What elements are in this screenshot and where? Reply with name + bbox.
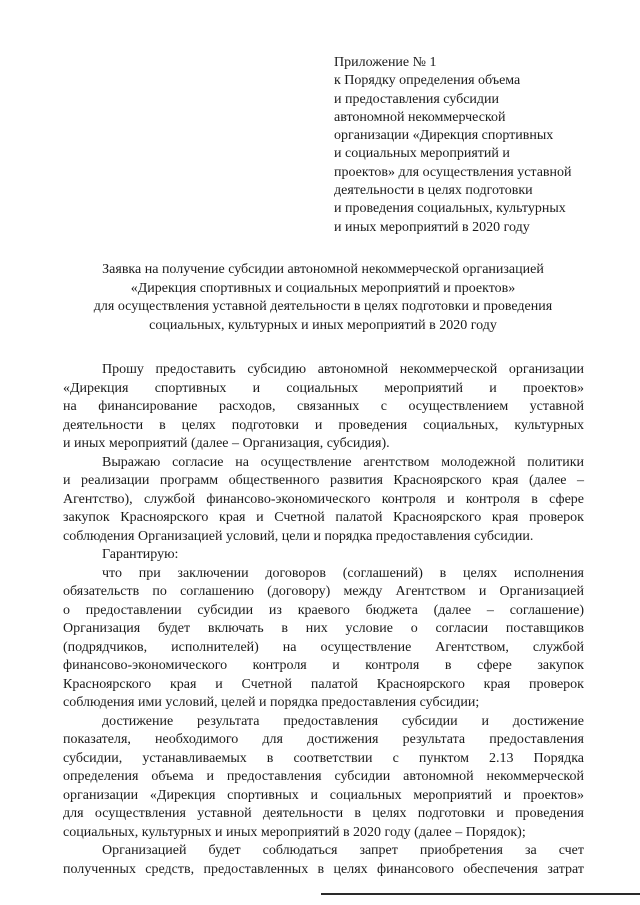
body-line: Агентство), службой финансово-экономического контроля и контроля в сфере xyxy=(63,491,584,507)
title-line: Заявка на получение субсидии автономной некоммерческой организацией xyxy=(102,262,544,277)
appendix-line: автономной некоммерческой xyxy=(334,109,506,125)
body-line: Организация будет включать в них условие о согласии поставщиков xyxy=(63,621,584,636)
body-line: социальных, культурных и иных мероприятий в 2020 году (далее – Порядок); xyxy=(63,824,526,840)
body-line: Организацией будет соблюдаться запрет приобретения за счет xyxy=(102,843,584,858)
body-line: «Дирекция спортивных и социальных мероприятий и проектов» xyxy=(63,380,584,396)
appendix-line: проектов» для осуществления уставной xyxy=(334,164,572,180)
body-line: Красноярского края и Счетной палатой Красноярского края проверок xyxy=(63,676,584,692)
appendix-line: и проведения социальных, культурных xyxy=(334,201,566,217)
appendix-line: организации «Дирекция спортивных xyxy=(334,128,554,144)
scan-edge-line xyxy=(321,893,640,895)
body-line: для осуществления уставной деятельности в целях подготовки и проведения xyxy=(63,806,584,821)
appendix-line: к Порядку определения объема xyxy=(334,73,521,89)
body-line: о предоставлении субсидии из краевого бюджета (далее – соглашение) xyxy=(63,602,584,618)
body-line: определения объема и предоставления субсидии автономной некоммерческой xyxy=(63,769,584,784)
body-line: деятельности в целях подготовки и проведения социальных, культурных xyxy=(63,417,584,433)
appendix-header xyxy=(334,54,614,237)
body-line: обязательств по соглашению (договору) между Агентством и Организацией xyxy=(63,584,584,599)
body-line: и иных мероприятий (далее – Организация, субсидия). xyxy=(63,436,390,451)
body-line: на финансирование расходов, связанных с осуществлением уставной xyxy=(63,399,584,414)
body-line: (подрядчиков, исполнителей) на осуществление Агентством, службой xyxy=(63,639,584,655)
appendix-line: и социальных мероприятий и xyxy=(334,146,510,162)
body-line: соблюдения ими условий, целей и порядка предоставления субсидии; xyxy=(63,695,480,710)
body-line: что при заключении договоров (соглашений) в целях исполнения xyxy=(102,565,584,581)
body-line: достижение результата предоставления субсидии и достижение xyxy=(102,713,584,729)
body-line: субсидии, устанавливаемых в соответствии с пунктом 2.13 Порядка xyxy=(63,750,584,766)
body-line: и реализации программ общественного развития Красноярского края (далее – xyxy=(63,473,584,488)
body-line: полученных средств, предоставленных в целях финансового обеспечения затрат xyxy=(63,861,584,877)
document-body xyxy=(63,361,584,879)
body-line: показателя, необходимого для достижения результата предоставления xyxy=(63,732,584,747)
body-line: Выражаю согласие на осуществление агентством молодежной политики xyxy=(102,454,584,470)
body-line: закупок Красноярского края и Счетной палатой Красноярского края проверок xyxy=(63,510,584,525)
title-line: «Дирекция спортивных и социальных мероприятий и проектов» xyxy=(130,280,516,296)
document-title xyxy=(58,261,588,335)
appendix-line: Приложение № 1 xyxy=(334,55,437,70)
body-line: соблюдения Организацией условий, цели и порядка предоставления субсидии. xyxy=(63,528,534,544)
body-line: Гарантирую: xyxy=(102,547,179,562)
body-line: организации «Дирекция спортивных и социальных мероприятий и проектов» xyxy=(63,787,584,803)
appendix-line: и иных мероприятий в 2020 году xyxy=(334,219,530,235)
title-line: для осуществления уставной деятельности в целях подготовки и проведения xyxy=(93,299,553,314)
appendix-line: деятельности в целях подготовки xyxy=(334,183,533,199)
body-line: финансово-экономического контроля и контроля в сфере закупок xyxy=(63,658,584,673)
appendix-line: и предоставления субсидии xyxy=(334,91,500,107)
title-line: социальных, культурных и иных мероприятий в 2020 году xyxy=(149,317,497,333)
body-line: Прошу предоставить субсидию автономной некоммерческой организации xyxy=(102,362,584,377)
